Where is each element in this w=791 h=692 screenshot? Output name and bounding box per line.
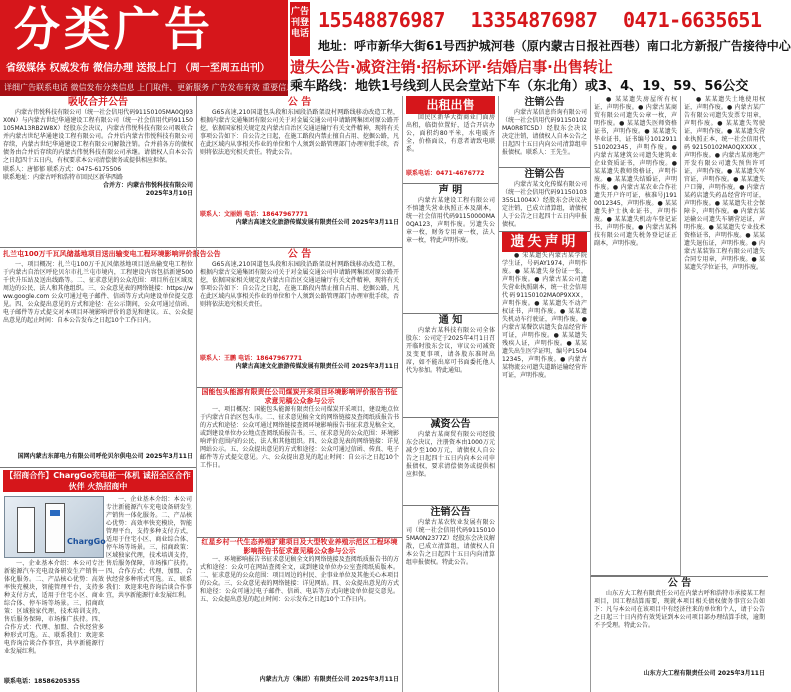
dereg2-body: 内蒙古某信息咨询有限公司（统一社会信用代码91150102MA0R8TC5D）经股东会决议决定注销，请债权人自本公告之日起四十五日内向公司清算组申报债权。联系人：王先生。: [502, 109, 587, 156]
merger-address: 联系地址：内蒙古呼和浩特市回民区新华西路: [3, 174, 124, 181]
phone-3: 0471-6635651: [623, 8, 762, 32]
merger-date: 2025年3月10日: [145, 190, 193, 197]
ad-banner: 【招商合作】ChargGo充电桩一体机 诚招全区合作伙伴 火热招商中: [3, 470, 193, 492]
column-3: [402, 96, 498, 692]
ev-charger-icon: [4, 496, 104, 558]
phone-numbers: [318, 4, 768, 36]
announce1-body: G65高速,210国道包头段和东园段沿路架设村网路线移动改造工程，根据内蒙古交通集团有限公司关于对金属交通公司申请路网集团对原公路开挖，依据国家相关规定及内蒙古自治区交通运输厅有关文件精神，现将有关事项公告如下：自公告之日起，在施工路段内禁止擅自占用、挖掘公路，凡在此区域内从事相关作业的单位和个人须到公路管理部门办理审批手续，否则将依法追究相关责任。特此公告。: [200, 109, 399, 156]
decl-body: 内蒙古某建设工程有限公司不慎遗失营业执照正本及副本，统一社会信用代码91150000MA0QA123，声明作废。另遗失公章一枚，财务专用章一枚，法人章一枚，特此声明作废。: [406, 197, 495, 244]
capital-reduction-notice: [403, 418, 498, 506]
charger-unit-large: [45, 503, 65, 553]
merger-title: 吸收合并公告: [68, 97, 128, 108]
reduce-title: 减资公告: [430, 419, 471, 430]
merger-notice: [0, 96, 196, 248]
eia-notice-1: [197, 388, 402, 538]
ad-body-left: 一、企业基本介绍：本公司专注新能源汽车充电设备研发生产销售一体化服务。二、产品核心优势：高效率快充模块，智能管理平台，支持多种支付方式，适用于住宅小区、商业综合体、停车场等场景。三、招商政策：区域独家代理，技术培训支持，售后服务保障，市场推广扶持。四、合作方式：代理、加盟、合伙经营多种形式可选。五、联系我们：欢迎来电咨询洽谈合作事宜，共享新能源行业发展红利。: [4, 560, 104, 655]
ad-contact: 联系电话：18586205355: [4, 678, 80, 685]
meeting-notice: [403, 314, 498, 418]
merger-party: 合并方：内蒙古伟悦科技有限公司: [102, 182, 193, 189]
eia-notice-2: [197, 538, 402, 692]
project-title: 扎兰屯100万千瓦风储基地项目送出输变电工程环境影响评价报告公告: [3, 250, 221, 258]
highway-notice-1: [197, 96, 402, 248]
announce1-title: 公 告: [287, 97, 312, 108]
column-6: [680, 96, 768, 576]
deregistration-notice-1: [403, 506, 498, 692]
lost-body-5: ● 某某遗失房屋所有权证，声明作废。● 内蒙古某商贸有限公司遗失公章一枚，声明作废。● 某某遗失医师资格证书，声明作废。● 某某遗失毕业证书，证书编号1012911510202345，声明作废。● 内蒙古某建筑公司遗失建筑业企业资质证书，声明作废。● 某某遗失教师资格证，声明作废。● 某某遗失结婚证，声明作废。● 内蒙古某农业合作社遗失开户许可证，核准号J1910012345，声明作废。● 某某遗失护士执业证书，声明作废。● 某某遗失机动车登记证书，声明作废。● 内蒙古某科技有限公司遗失税务登记证正副本，声明作废。: [594, 96, 677, 247]
notice-body: 内蒙古某科技有限公司全体股东：公司定于2025年4月1日召开临时股东会议，审议公司减资及变更事项，请各股东准时出席，如不能出席可书面委托他人代为参加。特此通知。: [406, 327, 495, 374]
ad-logo: ChargGo: [67, 537, 106, 546]
project-sign: 国网内蒙古东部电力有限公司呼伦贝尔供电公司 2025年3月11日: [17, 453, 193, 460]
logo-strip: 详细广告联系电话 微信发布分类信息 上门取件、更新服务 广告发布有效 重要信息刊登在此 内蒙古晨报分类广告: [0, 80, 288, 96]
column-2: [196, 96, 402, 692]
highway-notice-2: [197, 248, 402, 388]
announce2-contact: 联系人：王鹏 电话：18647967771: [200, 355, 303, 362]
lost-declarations-4: [499, 232, 590, 692]
dereg1-body: 内蒙古某农牧业发展有限公司（统一社会信用代码91150105MA0N2377Z）经股东会决议解散，已成立清算组，请债权人自本公告之日起四十五日内向清算组申报债权。特此公告。: [406, 519, 495, 566]
lost-body-4: ● 宋某遗失内蒙古某学院学生证，号码AY1974，声明作废。● 某某遗失身份证一张，声明作废。● 内蒙古某公司遗失营业执照副本，统一社会信用代码91150102MA0P9XXX，声明作废。● 某某遗失不动产权证书，声明作废。● 某某遗失机动车行驶证，声明作废。● 内蒙古某餐饮店遗失食品经营许可证，声明作废。● 某某遗失残疾人证，声明作废。● 某某遗失出生医学证明，编号P150412345，声明作废。● 内蒙古某物流公司遗失道路运输经营许可证，声明作废。: [502, 252, 587, 379]
declaration-notice: [403, 184, 498, 314]
reduce-body: 内蒙古某商贸有限公司经股东会决议，注册资本由1000万元减少至100万元，请债权人自公告之日起四十五日内向本公司申报债权，要求清偿债务或提供相应担保。: [406, 431, 495, 478]
lost-declarations-5: [591, 96, 680, 576]
column-4: [498, 96, 590, 692]
project-notice: [0, 248, 221, 468]
dereg3-body: 内蒙古某文化传媒有限公司（统一社会信用代码91150103355L1004X）经股东会决议决定注销，已成立清算组，请债权人于公告之日起四十五日内申报债权。: [502, 181, 587, 228]
hotline-label: 广告刊登电话: [290, 2, 310, 56]
bottom-title: 公 告: [667, 578, 692, 589]
rent-title: 出租出售: [406, 96, 495, 114]
lost-declarations-6: [681, 96, 768, 576]
company-notice: [590, 576, 768, 692]
project-body: 一、项目概况：扎兰屯100万千瓦风储基地项目送出输变电工程位于内蒙古自治区呼伦贝尔市扎兰屯市境内，工程建设内容包括新建500千伏升压站及送出线路等。二、征求意见的公众范围：项目所在区域及周边的公民、法人和其他组织。三、公众意见表的网络链接：https://www.google.com 公众可通过电子邮件、信函等方式向建设单位提交意见。四、公众提出意见的方式和途径：在公示期间，公众可通过信函、电子邮件等方式提交对本项目环境影响评价的意见和建议。五、公众提出意见的起止时间：自本公告发布之日起10个工作日内。: [3, 261, 193, 324]
column-1: [0, 96, 221, 692]
bottom-body: 山东方大工程有限责任公司在内蒙古呼和浩特市承接某工程项目，因工程结算需要，现就本项目相关债权债务事宜公告如下：凡与本公司在该项目中有经济往来的单位和个人，请于公告之日起三十日内持有效凭证到本公司项目部办理结算手续，逾期不予受理。特此公告。: [594, 590, 765, 629]
deregistration-notice-3: [499, 168, 590, 232]
notice-title: 通 知: [438, 315, 463, 326]
slogan: 省级媒体 权威发布 微信办理 送报上门 （周一至周五出刊）: [6, 63, 270, 74]
eia2-title: 红星乡村一代生态养殖扩建项目及大型牧业养殖示范区工程环境影响报告书征求意见稿公众参与公示: [201, 538, 398, 555]
deregistration-notice-2: [499, 96, 590, 168]
charger-ad: [0, 468, 196, 692]
dereg2-title: 注销公告: [524, 97, 565, 108]
rent-body: 回民区新华大街商业门面房出租，临街位置好，适合开店办公，面积约80平米，水电暖齐全，价格面议，有意者请致电联系。: [406, 114, 495, 153]
rent-notice: [403, 96, 498, 184]
charger-unit-small: [17, 507, 35, 553]
rent-contact: 联系电话：0471-4676772: [406, 170, 485, 177]
lost-body-6: ● 某某遗失土地使用权证，声明作废。● 内蒙古某广告有限公司遗失发票专用章，声明作废。● 某某遗失驾驶证，声明作废。● 某某遗失营业执照正本，统一社会信用代码92150102MA0QXXXX，声明作废。● 内蒙古某房地产开发有限公司遗失预售许可证，声明作废。● 某某遗失军官证，声明作废。● 某某遗失户口簿，声明作废。● 内蒙古某药店遗失药品经营许可证，声明作废。● 某某遗失社会保障卡，声明作废。● 内蒙古某运输公司遗失车辆营运证，声明作废。● 某某遗失专业技术资格证书，声明作废。● 某某遗失退伍证，声明作废。● 内蒙古某装饰工程有限公司遗失合同专用章，声明作废。● 某某遗失学位证书，声明作废。: [684, 96, 765, 271]
merger-body: 内蒙古伟悦科技有限公司（统一社会信用代码91150105MA0QJ93X0N）与内蒙古世纪华通建设工程有限公司（统一社会信用代码91150105MA13RB2W8X）经股东会决议，内蒙古伟悦科技有限公司吸收合并内蒙古世纪华通建设工程有限公司。合并后内蒙古伟悦科技有限公司存续，内蒙古世纪华通建设工程有限公司解散注销。合并前各方的债权债务由合并后存续的内蒙古伟悦科技有限公司承继。请债权人自本公告之日起四十五日内，有权要求本公司清偿债务或提供相应担保。: [3, 109, 193, 164]
announce1-contact: 联系人：文丽娟 电话：18647967771: [200, 211, 309, 218]
phone-2: 13354876987: [470, 8, 598, 32]
masthead: [0, 0, 791, 96]
section-title: 分类广告: [14, 2, 214, 56]
merger-contact: 联系人：唐郁郁 联系方式：0475-6175506: [3, 166, 122, 173]
bottom-sign: 山东方大工程有限责任公司 2025年3月11日: [643, 670, 765, 677]
announce2-body: G65高速,210国道包头段和东园段沿路架设村网路线移动改造工程，根据内蒙古交通集团有限公司关于对金属交通公司申请路网集团对原公路开挖，依据国家相关规定及内蒙古自治区交通运输厅有关文件精神，现将有关事项公告如下：自公告之日起，在施工路段内禁止擅自占用、挖掘公路，凡在此区域内从事相关作业的单位和个人须到公路管理部门办理审批手续，否则将依法追究相关责任。: [200, 261, 399, 308]
eia1-body: 一、项目概况：国能包头能源有限责任公司煤炭开采项目，建设地点位于内蒙古自治区包头市。二、征求意见稿全文的网络链接及查阅纸质报告书的方式和途径：公众可通过网络链接查阅环境影响报告书征求意见稿全文，或到建设单位办公地点查阅纸质报告书。三、征求意见的公众范围：环境影响评价范围内的公民、法人和其他组织。四、公众意见表的网络链接：详见网站公示。五、公众提出意见的方式和途径：公众可通过信函、传真、电子邮件等方式提交意见。六、公众提出意见的起止时间：自公示之日起10个工作日。: [200, 406, 399, 469]
lost-title: 遗失声明: [502, 232, 587, 252]
announce2-title: 公 告: [287, 249, 312, 260]
dereg3-title: 注销公告: [524, 169, 565, 180]
bus-route: 乘车路线：地铁1号线到人民会堂站下车（东北角）或3、4、19、59、56公交: [290, 79, 749, 94]
dereg1-title: 注销公告: [430, 507, 471, 518]
eia2-sign: 内蒙古九方（集团）有限责任公司 2025年3月11日: [259, 676, 399, 683]
eia1-title: 国能包头能源有限责任公司煤炭开采项目环境影响评价报告书征求意见稿公众参与公示: [201, 388, 398, 405]
eia2-body: 一、环境影响报告书征求意见稿全文的网络链接及查阅纸质报告书的方式和途径：公众可在网站查阅全文，或到建设单位办公室查阅纸质版本。二、征求意见的公众范围：项目周边的村民、企事业单位及其他关心本项目的公众。三、公众意见表的网络链接：详见网站。四、公众提出意见的方式和途径：公众可通过电子邮件、信函、电话等方式向建设单位提交意见。五、公众提出意见的起止时间：公示发布之日起10个工作日内。: [200, 556, 399, 603]
ad-body: 一、企业基本介绍：本公司专注新能源汽车充电设备研发生产销售一体化服务。二、产品核心优势：高效率快充模块，智能管理平台，支持多种支付方式，适用于住宅小区、商业综合体、停车场等场景。三、招商政策：区域独家代理，技术培训支持，售后服务保障，市场推广扶持。四、合作方式：代理、加盟、合伙经营多种形式可选。五、联系我们：欢迎来电咨询洽谈合作事宜，共享新能源行业发展红利。: [106, 496, 192, 599]
ad-categories: 遗失公告·减资注销·招标环评·结婚启事·出售转让: [290, 58, 613, 76]
decl-title: 声 明: [438, 185, 463, 196]
phone-1: 15548876987: [318, 8, 445, 32]
announce1-org: 内蒙古高速文化旅游传媒发展有限责任公司 2025年3月11日: [235, 219, 399, 226]
office-address: 地址：呼市新华大街61号西护城河巷（原内蒙古日报社西巷）南口北方新报广告接待中心: [318, 39, 791, 53]
announce2-org: 内蒙古高速文化旅游传媒发展有限责任公司 2025年3月11日: [235, 363, 399, 370]
